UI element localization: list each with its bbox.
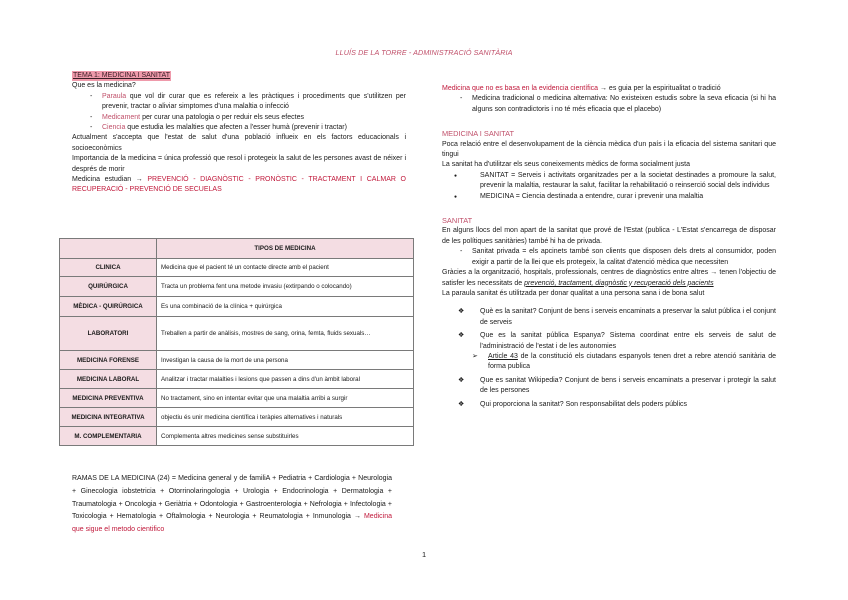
left-column [72, 71, 406, 196]
row-label: CLINICA [60, 259, 157, 277]
list-item: - Sanitat privada = els apcinets també son clients que disposen dels drets al consumidor, poden exigir a partir de la llei que els protegeix, la calitat d'atenció mèdica que necessiten [460, 247, 776, 268]
paragraph: Poca relació entre el desenvolupament de la ciència mèdica d'un país i la eficacia del sistema sanitari que tingui [442, 140, 776, 159]
table-header-row [60, 239, 414, 259]
row-label: M. COMPLEMENTARIA [60, 427, 157, 446]
row-label: MEDICINA INTEGRATIVA [60, 408, 157, 427]
table-row [60, 389, 414, 408]
paragraph: La paraula sanitat és utilitzada per donar qualitat a una persona sana i de bona salut [442, 289, 705, 297]
row-desc: No tractament, sino en intentar evitar que una malaltia arribi a surgir [157, 389, 414, 408]
list-item: ➢ Article 43 de la constitució els ciutadans espanyols tenen dret a rebre atenció sanitària de forma publica [472, 352, 776, 373]
table-row [60, 427, 414, 446]
list-item: ● MEDICINA = Ciencia destinada a entendre, curar i prevenir una malaltia [454, 192, 776, 202]
list-item: ❖ Qui proporciona la sanitat? Son responsabilitat dels poders públics [458, 400, 776, 410]
article-sublist [442, 352, 776, 373]
list-item: ❖ Que es sanitat Wikipedia? Conjunt de bens i serveis encaminats a preservar i protegir la salut de les persones [458, 376, 776, 397]
list-item: - Paraula que vol dir curar que es refereix a les pràctiques i procediments que s'utilitzen per prevenir, tractar o aliviar simptomes d'una malaltia o infecció [90, 92, 406, 113]
paragraph: Actualment s'accepta que l'estat de salut d'una població influeix en els factors educacionals i socioeconòmics [72, 134, 406, 152]
row-label: MEDICINA FORENSE [60, 351, 157, 370]
row-desc: Es una combinació de la clínica + quirúrgica [157, 297, 414, 317]
table-header-empty [60, 239, 157, 259]
table-row [60, 370, 414, 389]
table-header: TIPOS DE MEDICINA [157, 239, 414, 259]
row-desc: Investigan la causa de la mort de una persona [157, 351, 414, 370]
ramas-medicina: RAMAS DE LA MEDICINA (24) = Medicina general y de familiA + Pediatria + Cardiologia + Neurologia + Ginecologia iobstetricia + Otorrinolaringologia + Urologia + Endocrinologia + Dermatologia + Traumatologia + Oncologia + Geriàtria + Odontologia + Gastroenterologia + Nefrologia + Infectologia + Toxicologia + Hematologia + Oftalmologia + Neurologia + Reumatologia + Inmunologia → Medicina que sigue el metodo cientifico [72, 475, 392, 534]
paragraph: Medicina estudian → PREVENCIÓ - DIAGNÒSTIC - PRONÒSTIC - TRACTAMENT I CALMAR O RECUPERACIÓ - PREVENCIÓ DE SECUELAS [72, 176, 406, 194]
questions-list [442, 307, 776, 352]
row-desc: Tracta un problema fent una metode invasiu (extirpando o colocando) [157, 277, 414, 297]
table-row [60, 277, 414, 297]
row-label: QUIRÚRGICA [60, 277, 157, 297]
table-row [60, 317, 414, 351]
page-header: LLUÍS DE LA TORRE - ADMINISTRACIÓ SANITÀRIA [335, 48, 513, 57]
list-item: ❖ Què es la sanitat? Conjunt de bens i serveis encaminats a preservar la salut pública i el conjunt de serveis [458, 307, 776, 328]
row-label: MEDICINA LABORAL [60, 370, 157, 389]
table-row [60, 259, 414, 277]
definitions-list [442, 171, 776, 202]
row-label: MEDICINA PREVENTIVA [60, 389, 157, 408]
section-title-sanitat: SANITAT [442, 216, 473, 226]
intro-sublist [442, 94, 776, 115]
tema-title: TEMA 1: MEDICINA I SANITAT [72, 71, 171, 81]
row-label: LABORATORI [60, 317, 157, 351]
question: Que es la medicina? [72, 82, 136, 90]
intro-line: Medicina que no es basa en la evidencia científica → es guia per la espiritualitat o tradició [442, 85, 721, 92]
page-number: 1 [421, 550, 427, 559]
list-item: - Medicament per curar una patologia o per reduir els seus efectes [90, 113, 406, 123]
list-item: ❖ Que es la sanitat pública Espanya? Sistema coordinat entre els serveis de salut de l'administració de l'estat i de les autonomies [458, 331, 776, 352]
table-row [60, 297, 414, 317]
medicina-definitions [72, 92, 406, 134]
row-desc: Analitzar i tractar malalties i lesions que passen a dins d'un àmbit laboral [157, 370, 414, 389]
questions-list-2 [442, 376, 776, 410]
row-desc: objectiu és unir medicina científica i teràpies alternatives i naturals [157, 408, 414, 427]
list-item: - Medicina tradicional o medicina alternativa: No existeixen estudis sobre la seva eficacia (si hi ha alguns son contradictoris i no té més eficacia que el placebo) [460, 94, 776, 115]
table-row [60, 351, 414, 370]
section-title-medicina-sanitat: MEDICINA I SANITAT [442, 129, 514, 139]
paragraph: La sanitat ha d'utilitzar els seus coneixements mèdics de forma socialment justa [442, 161, 691, 169]
row-label: MÈDICA - QUIRÚRGICA [60, 297, 157, 317]
list-item: ● SANITAT = Serveis i activitats organitzades per a la societat destinades a promoure la salut, prevenir la malaltia, restaurar la salut, facilitar la rehabilitació o reinserció social dels individus [454, 171, 776, 192]
paragraph: Importancia de la medicina = única professió que resol i protegeix la salut de les persones avast de néixer i després de morir [72, 155, 406, 173]
row-desc: Complementa altres medicines sense substituirles [157, 427, 414, 446]
table-row [60, 408, 414, 427]
row-desc: Treballen a partir de anàlisis, mostres de sang, orina, femta, fluids sexuals… [157, 317, 414, 351]
tipos-medicina-table [59, 238, 414, 446]
sanitat-sublist [442, 247, 776, 268]
right-column [442, 84, 776, 410]
row-desc: Medicina que el pacient té un contacte directe amb el pacient [157, 259, 414, 277]
list-item: - Ciencia que estudia les malalties que afecten a l'esser humà (prevenir i tractar) [90, 123, 406, 133]
paragraph: En alguns llocs del mon apart de la sanitat que prové de l'Estat (publica - L'Estat s'encarrega de disposar de les polítiques sanitàries) també hi ha de privada. [442, 227, 776, 245]
paragraph: Gràcies a la organització, hospitals, professionals, centres de diagnòstics entre altres → tenen l'objectiu de satisfer les necessitats de prevenció, tractament, diagnòstic y recuperació dels pacients [442, 269, 776, 287]
